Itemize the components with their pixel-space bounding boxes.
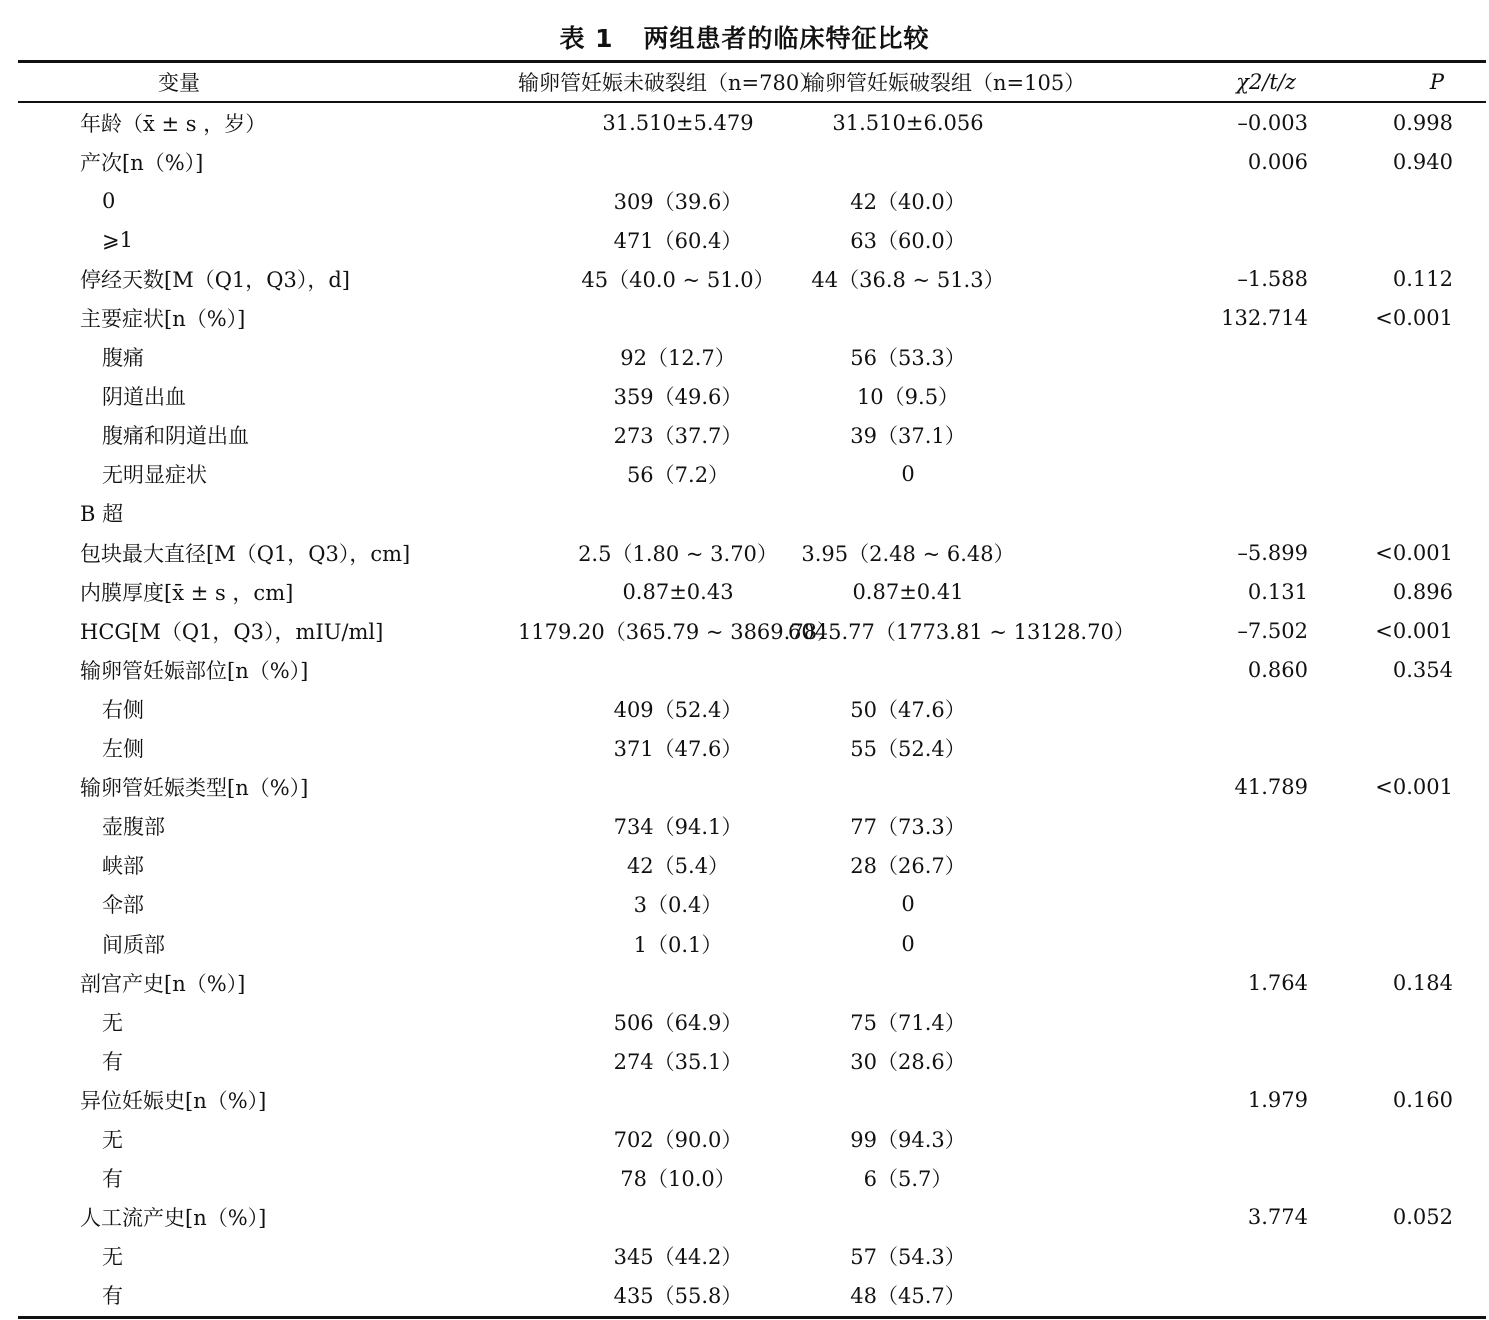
cell-ruptured — [832, 103, 1158, 142]
cell-p-text: <0.001 — [1375, 775, 1453, 800]
header-variable: 变量 — [158, 71, 200, 95]
cell-ruptured-text: 63（60.0） — [850, 228, 966, 253]
cell-unruptured — [438, 963, 918, 1002]
cell-ruptured-text: 0.87±0.41 — [852, 579, 964, 604]
row-label — [18, 729, 438, 768]
cell-stat-text: 0.860 — [1247, 657, 1308, 682]
cell-p — [1336, 807, 1486, 846]
cell-p — [1336, 1002, 1486, 1041]
table-row — [18, 1237, 1486, 1276]
table-row — [18, 846, 1486, 885]
table-row — [18, 142, 1486, 181]
cell-ruptured-text: 0 — [901, 892, 915, 917]
row-label — [18, 377, 438, 416]
cell-p — [1336, 1080, 1486, 1119]
row-label — [18, 338, 438, 377]
cell-stat — [1158, 807, 1336, 846]
table-row — [18, 259, 1486, 298]
row-label-text: 有 — [102, 1167, 123, 1192]
row-label — [18, 768, 438, 807]
cell-p — [1336, 494, 1486, 533]
cell-ruptured-text: 10（9.5） — [856, 385, 960, 410]
cell-p — [1336, 768, 1486, 807]
cell-ruptured — [856, 377, 1158, 416]
table-row — [18, 298, 1486, 337]
row-label — [18, 455, 438, 494]
cell-stat — [1158, 338, 1336, 377]
cell-p — [1336, 533, 1486, 572]
cell-stat — [1158, 1276, 1336, 1315]
cell-p — [1336, 416, 1486, 455]
cell-unruptured-text: 435（55.8） — [613, 1284, 743, 1309]
cell-stat — [1158, 298, 1336, 337]
row-label — [18, 298, 438, 337]
cell-ruptured-text: 56（53.3） — [850, 346, 966, 371]
cell-p-text: 0.354 — [1392, 657, 1453, 682]
cell-p — [1336, 1276, 1486, 1315]
row-label-text: 间质部 — [102, 932, 165, 957]
row-label-text: 阴道出血 — [102, 385, 186, 410]
cell-unruptured-text: 0.87±0.43 — [622, 579, 734, 604]
row-label-text: 人工流产史[n（%）] — [80, 1206, 267, 1231]
cell-ruptured-text: 42（40.0） — [850, 189, 966, 214]
table-row — [18, 220, 1486, 259]
cell-stat — [1158, 1237, 1336, 1276]
cell-ruptured-text: 3.95（2.48 ~ 6.48） — [801, 541, 1015, 566]
cell-unruptured-text: 471（60.4） — [613, 228, 743, 253]
cell-ruptured-text: 50（47.6） — [850, 697, 966, 722]
cell-ruptured-text: 75（71.4） — [850, 1010, 966, 1035]
table-row — [18, 1159, 1486, 1198]
cell-stat-text: 132.714 — [1221, 306, 1308, 331]
table-row — [18, 1198, 1486, 1237]
row-label-text: 年龄（x̄ ± s ，岁） — [80, 111, 267, 136]
cell-stat — [1158, 689, 1336, 728]
cell-unruptured-text: 409（52.4） — [613, 697, 743, 722]
cell-ruptured — [918, 1198, 1158, 1237]
table-row — [18, 103, 1486, 142]
row-label — [18, 1198, 438, 1237]
row-label — [18, 963, 438, 1002]
cell-ruptured — [811, 259, 1158, 298]
cell-p-text: <0.001 — [1375, 618, 1453, 643]
cell-p-text: 0.998 — [1392, 110, 1453, 135]
cell-ruptured — [850, 220, 1158, 259]
cell-ruptured-text: 31.510±6.056 — [832, 110, 984, 135]
table-row — [18, 377, 1486, 416]
cell-ruptured-text: 99（94.3） — [850, 1127, 966, 1152]
cell-stat — [1158, 416, 1336, 455]
cell-ruptured-text: 39（37.1） — [850, 424, 966, 449]
cell-stat — [1158, 377, 1336, 416]
cell-stat — [1158, 533, 1336, 572]
row-label — [18, 142, 438, 181]
table-title — [0, 22, 1489, 56]
cell-ruptured — [918, 1080, 1158, 1119]
cell-stat-text: –0.003 — [1237, 110, 1308, 135]
header-p: P — [1429, 70, 1444, 94]
table-row — [18, 924, 1486, 963]
cell-ruptured-text: 44（36.8 ~ 51.3） — [811, 267, 1005, 292]
cell-unruptured-text: 371（47.6） — [613, 737, 743, 762]
cell-ruptured — [852, 572, 1158, 611]
cell-stat — [1158, 768, 1336, 807]
cell-p — [1336, 181, 1486, 220]
cell-ruptured — [850, 689, 1158, 728]
cell-p — [1336, 846, 1486, 885]
cell-unruptured — [438, 1198, 918, 1237]
cell-p — [1336, 220, 1486, 259]
table-row — [18, 1041, 1486, 1080]
cell-p — [1336, 1237, 1486, 1276]
row-label-text: 右侧 — [102, 697, 144, 722]
row-label — [18, 1276, 438, 1315]
cell-unruptured-text: 309（39.6） — [613, 189, 743, 214]
cell-ruptured — [901, 885, 1158, 924]
cell-unruptured-text: 31.510±5.479 — [602, 110, 754, 135]
cell-stat — [1158, 181, 1336, 220]
cell-stat — [1158, 846, 1336, 885]
cell-unruptured — [438, 494, 918, 533]
cell-p — [1336, 729, 1486, 768]
table-row — [18, 650, 1486, 689]
table-row — [18, 338, 1486, 377]
cell-unruptured-text: 359（49.6） — [613, 385, 743, 410]
row-label — [18, 103, 438, 142]
cell-p-text: 0.940 — [1392, 149, 1453, 174]
row-label — [18, 1002, 438, 1041]
cell-ruptured — [788, 611, 1158, 650]
table-row — [18, 729, 1486, 768]
cell-ruptured — [850, 1119, 1158, 1158]
cell-stat-text: –7.502 — [1237, 618, 1308, 643]
row-label — [18, 611, 438, 650]
row-label-text: B 超 — [80, 502, 124, 527]
cell-p — [1336, 377, 1486, 416]
cell-p-text: 0.052 — [1392, 1205, 1453, 1230]
cell-ruptured — [850, 807, 1158, 846]
cell-p — [1336, 572, 1486, 611]
cell-p — [1336, 1159, 1486, 1198]
cell-unruptured-text: 734（94.1） — [613, 815, 743, 840]
row-label — [18, 220, 438, 259]
table-row — [18, 611, 1486, 650]
row-label — [18, 885, 438, 924]
cell-unruptured-text: 42（5.4） — [626, 854, 730, 879]
cell-unruptured — [438, 298, 918, 337]
table-rows — [18, 103, 1486, 1315]
cell-unruptured — [438, 768, 918, 807]
row-label-text: 腹痛和阴道出血 — [102, 424, 249, 449]
cell-unruptured-text: 345（44.2） — [613, 1245, 743, 1270]
cell-ruptured-text: 6045.77（1773.81 ~ 13128.70） — [788, 619, 1135, 644]
cell-ruptured-text: 30（28.6） — [850, 1049, 966, 1074]
row-label-text: 剖宫产史[n（%）] — [80, 971, 246, 996]
row-label-text: 包块最大直径[M（Q1，Q3），cm] — [80, 541, 411, 566]
header-row — [18, 63, 1486, 101]
cell-stat — [1158, 494, 1336, 533]
cell-stat — [1158, 1198, 1336, 1237]
row-label-text: 伞部 — [102, 893, 144, 918]
cell-stat-text: –5.899 — [1237, 540, 1308, 565]
row-label-text: 内膜厚度[x̄ ± s ，cm] — [80, 580, 294, 605]
cell-ruptured — [850, 1041, 1158, 1080]
table-row — [18, 181, 1486, 220]
row-label — [18, 494, 438, 533]
row-label — [18, 416, 438, 455]
table-header — [18, 63, 1486, 101]
header-group1: 输卵管妊娠未破裂组（n=780） — [518, 71, 821, 95]
table-row — [18, 1276, 1486, 1315]
row-label — [18, 924, 438, 963]
cell-stat-text: 3.774 — [1247, 1205, 1308, 1230]
cell-stat-text: 41.789 — [1234, 775, 1308, 800]
cell-stat — [1158, 611, 1336, 650]
row-label — [18, 533, 438, 572]
cell-ruptured — [850, 1002, 1158, 1041]
row-label-text: 无 — [102, 1245, 123, 1270]
cell-p — [1336, 611, 1486, 650]
cell-ruptured-text: 0 — [901, 462, 915, 487]
table-row — [18, 807, 1486, 846]
cell-p — [1336, 1041, 1486, 1080]
table-number: 表 1 — [559, 24, 614, 53]
table-row — [18, 533, 1486, 572]
row-label-text: 输卵管妊娠部位[n（%）] — [80, 658, 309, 683]
row-label — [18, 807, 438, 846]
cell-stat — [1158, 885, 1336, 924]
cell-ruptured — [850, 338, 1158, 377]
cell-unruptured-text: 78（10.0） — [620, 1167, 736, 1192]
cell-p — [1336, 1119, 1486, 1158]
table-row — [18, 963, 1486, 1002]
table-row — [18, 1002, 1486, 1041]
cell-ruptured — [901, 455, 1158, 494]
table-row — [18, 689, 1486, 728]
row-label — [18, 846, 438, 885]
row-label-text: ⩾1 — [102, 227, 133, 252]
header-group2: 输卵管妊娠破裂组（n=105） — [804, 71, 1086, 95]
cell-unruptured-text: 702（90.0） — [613, 1127, 743, 1152]
cell-ruptured — [918, 768, 1158, 807]
cell-p — [1336, 1198, 1486, 1237]
cell-ruptured-text: 57（54.3） — [850, 1245, 966, 1270]
cell-unruptured-text: 56（7.2） — [626, 463, 730, 488]
table-row — [18, 494, 1486, 533]
cell-unruptured — [438, 1080, 918, 1119]
cell-ruptured — [850, 846, 1158, 885]
cell-stat — [1158, 572, 1336, 611]
row-label-text: 无 — [102, 1010, 123, 1035]
row-label — [18, 689, 438, 728]
cell-p — [1336, 885, 1486, 924]
cell-ruptured — [901, 924, 1158, 963]
cell-ruptured — [918, 298, 1158, 337]
table-row — [18, 416, 1486, 455]
row-label — [18, 181, 438, 220]
row-label-text: 壶腹部 — [102, 815, 165, 840]
row-label — [18, 1041, 438, 1080]
row-label-text: 有 — [102, 1284, 123, 1309]
cell-ruptured — [918, 650, 1158, 689]
cell-unruptured — [438, 142, 918, 181]
header-group2-cell — [804, 63, 1158, 101]
cell-unruptured-text: 92（12.7） — [620, 346, 736, 371]
table-row — [18, 455, 1486, 494]
cell-ruptured — [918, 494, 1158, 533]
cell-unruptured-text: 273（37.7） — [613, 424, 743, 449]
row-label-text: 有 — [102, 1049, 123, 1074]
row-label-text: HCG[M（Q1，Q3），mIU/ml] — [80, 619, 384, 644]
cell-p — [1336, 259, 1486, 298]
cell-stat — [1158, 142, 1336, 181]
table-row — [18, 572, 1486, 611]
cell-p — [1336, 650, 1486, 689]
cell-ruptured — [918, 142, 1158, 181]
cell-ruptured — [850, 1276, 1158, 1315]
row-label-text: 左侧 — [102, 737, 144, 762]
row-label — [18, 650, 438, 689]
row-label — [18, 1237, 438, 1276]
table-row — [18, 885, 1486, 924]
row-label-text: 无明显症状 — [102, 463, 207, 488]
cell-ruptured-text: 0 — [901, 931, 915, 956]
cell-p — [1336, 298, 1486, 337]
cell-ruptured — [801, 533, 1158, 572]
header-stat: χ2/t/z — [1236, 70, 1296, 94]
cell-unruptured — [438, 650, 918, 689]
cell-stat — [1158, 729, 1336, 768]
row-label-text: 0 — [102, 188, 116, 213]
table-body — [18, 103, 1486, 1315]
cell-ruptured-text: 55（52.4） — [850, 737, 966, 762]
table-row — [18, 1080, 1486, 1119]
cell-p — [1336, 142, 1486, 181]
cell-stat — [1158, 103, 1336, 142]
cell-stat-text: 1.764 — [1247, 970, 1308, 995]
cell-stat — [1158, 220, 1336, 259]
cell-unruptured-text: 45（40.0 ~ 51.0） — [581, 267, 775, 292]
row-label — [18, 1119, 438, 1158]
cell-stat-text: 0.131 — [1247, 579, 1308, 604]
cell-stat — [1158, 1041, 1336, 1080]
row-label — [18, 259, 438, 298]
cell-p-text: <0.001 — [1375, 306, 1453, 331]
cell-ruptured-text: 77（73.3） — [850, 815, 966, 840]
cell-stat — [1158, 1002, 1336, 1041]
cell-stat — [1158, 1159, 1336, 1198]
cell-stat — [1158, 455, 1336, 494]
cell-ruptured-text: 28（26.7） — [850, 854, 966, 879]
cell-p-text: 0.112 — [1392, 266, 1453, 291]
row-label-text: 输卵管妊娠类型[n（%）] — [80, 776, 309, 801]
cell-stat — [1158, 924, 1336, 963]
cell-p-text: 0.896 — [1392, 579, 1453, 604]
cell-stat-text: 1.979 — [1247, 1087, 1308, 1112]
cell-ruptured — [850, 729, 1158, 768]
cell-p-text: 0.184 — [1392, 970, 1453, 995]
row-label — [18, 1159, 438, 1198]
cell-unruptured-text: 3（0.4） — [633, 893, 723, 918]
cell-ruptured — [850, 1237, 1158, 1276]
row-label-text: 腹痛 — [102, 346, 144, 371]
cell-unruptured-text: 1（0.1） — [633, 932, 723, 957]
row-label-text: 无 — [102, 1127, 123, 1152]
row-label-text: 产次[n（%）] — [80, 150, 204, 175]
cell-stat — [1158, 259, 1336, 298]
cell-p — [1336, 924, 1486, 963]
cell-p — [1336, 963, 1486, 1002]
cell-ruptured — [850, 416, 1158, 455]
cell-stat — [1158, 963, 1336, 1002]
row-label-text: 峡部 — [102, 854, 144, 879]
cell-unruptured-text: 1179.20（365.79 ~ 3869.78） — [517, 619, 839, 644]
bottom-rule — [18, 1316, 1486, 1319]
cell-p — [1336, 103, 1486, 142]
cell-stat — [1158, 1080, 1336, 1119]
cell-p — [1336, 338, 1486, 377]
cell-ruptured-text: 6（5.7） — [863, 1167, 953, 1192]
cell-p-text: 0.160 — [1392, 1087, 1453, 1112]
cell-unruptured-text: 2.5（1.80 ~ 3.70） — [578, 541, 778, 566]
cell-p — [1336, 689, 1486, 728]
cell-p-text: <0.001 — [1375, 540, 1453, 565]
cell-ruptured-text: 48（45.7） — [850, 1284, 966, 1309]
cell-ruptured — [918, 963, 1158, 1002]
cell-unruptured-text: 274（35.1） — [613, 1049, 743, 1074]
cell-stat-text: –1.588 — [1237, 266, 1308, 291]
cell-stat — [1158, 650, 1336, 689]
row-label — [18, 1080, 438, 1119]
table-row — [18, 768, 1486, 807]
row-label-text: 主要症状[n（%）] — [80, 307, 246, 332]
cell-ruptured — [850, 181, 1158, 220]
table-row — [18, 1119, 1486, 1158]
cell-stat-text: 0.006 — [1247, 149, 1308, 174]
cell-stat — [1158, 1119, 1336, 1158]
row-label-text: 异位妊娠史[n（%）] — [80, 1088, 267, 1113]
row-label — [18, 572, 438, 611]
cell-unruptured-text: 506（64.9） — [613, 1010, 743, 1035]
row-label-text: 停经天数[M（Q1，Q3），d] — [80, 267, 350, 292]
cell-p — [1336, 455, 1486, 494]
table-caption: 两组患者的临床特征比较 — [643, 24, 930, 53]
cell-ruptured — [863, 1159, 1158, 1198]
